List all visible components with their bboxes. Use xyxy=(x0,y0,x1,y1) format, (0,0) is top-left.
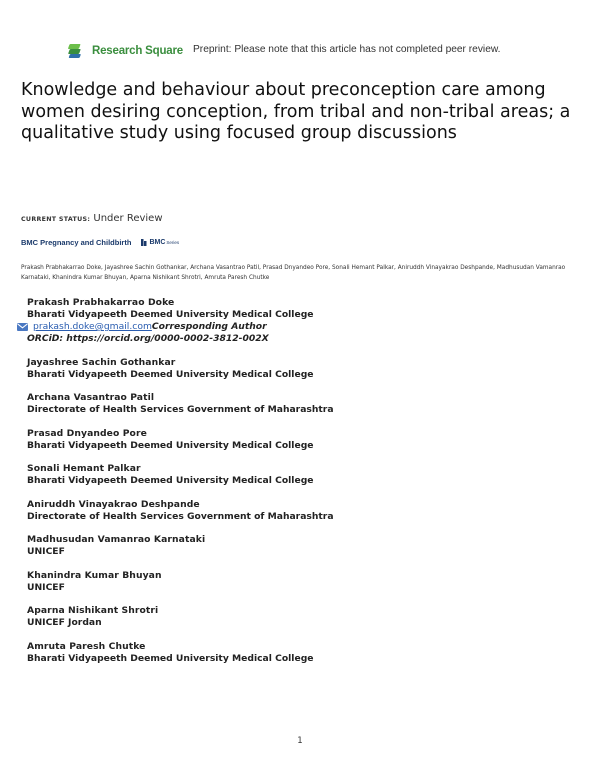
author-affiliation: UNICEF xyxy=(27,581,65,593)
paper-title: Knowledge and behaviour about preconception care among women desiring conception, from tribal and non-tribal areas; a qualitative study using focused group discussions xyxy=(21,80,571,143)
author-affiliation: Bharati Vidyapeeth Deemed University Medical College xyxy=(27,368,314,380)
author-affiliations xyxy=(27,297,567,676)
author-block xyxy=(27,499,567,523)
author-name: Aparna Nishikant Shrotri xyxy=(27,605,159,616)
email-icon xyxy=(17,323,28,331)
authors-list: Prakash Prabhakarrao Doke, Jayashree Sachin Gothankar, Archana Vasantrao Patil, Prasad Dnyandeo Pore, Sonali Hemant Palkar, Aniruddh Vinayakrao Deshpande, Madhusudan Vamanrao Karnataki, Khanindra Kumar Bhuyan, Aparna Nishikant Shrotri, Amruta Paresh Chutke xyxy=(21,265,566,281)
author-affiliation: Bharati Vidyapeeth Deemed University Medical College xyxy=(27,439,314,451)
bmc-series-word: Series xyxy=(166,240,180,245)
author-affiliation: Bharati Vidyapeeth Deemed University Medical College xyxy=(27,309,314,320)
bmc-series-logo xyxy=(141,239,179,246)
author-block xyxy=(27,463,567,487)
author-affiliation: Directorate of Health Services Government of Maharashtra xyxy=(27,510,334,522)
author-block xyxy=(27,605,567,629)
logo-text: Research Square xyxy=(92,45,183,57)
author-name: Prakash Prabhakarrao Doke xyxy=(27,297,175,308)
author-block xyxy=(27,392,567,416)
status-label: CURRENT STATUS: xyxy=(21,216,91,223)
author-name: Madhusudan Vamanrao Karnataki xyxy=(27,534,206,545)
author-name: Amruta Paresh Chutke xyxy=(27,640,146,652)
author-name: Prasad Dnyandeo Pore xyxy=(27,427,147,439)
status-value: Under Review xyxy=(93,213,163,224)
research-square-logo-icon xyxy=(68,43,88,59)
author-block xyxy=(27,357,567,381)
author-affiliation: Bharati Vidyapeeth Deemed University Medical College xyxy=(27,652,314,664)
author-affiliation: Bharati Vidyapeeth Deemed University Medical College xyxy=(27,475,314,486)
author-name: Archana Vasantrao Patil xyxy=(27,392,155,403)
research-square-logo[interactable] xyxy=(68,43,183,59)
author-orcid[interactable]: ORCiD: https://orcid.org/0000-0002-3812-002X xyxy=(27,333,269,344)
journal-name[interactable]: BMC Pregnancy and Childbirth xyxy=(21,238,132,247)
author-name: Khanindra Kumar Bhuyan xyxy=(27,569,162,581)
author-name: Sonali Hemant Palkar xyxy=(27,463,141,474)
journal-row xyxy=(21,238,179,247)
page-number: 1 xyxy=(297,736,303,746)
author-block xyxy=(27,428,567,452)
author-email-link[interactable]: prakash.doke@gmail.com xyxy=(33,321,152,332)
author-affiliation: Directorate of Health Services Government of Maharashtra xyxy=(27,404,334,415)
author-block xyxy=(27,641,567,665)
corresponding-author-label: Corresponding Author xyxy=(151,321,267,332)
current-status xyxy=(21,213,163,224)
author-block xyxy=(27,297,567,345)
author-name: Jayashree Sachin Gothankar xyxy=(27,356,176,368)
bmc-logo-text: BMC xyxy=(149,239,166,246)
page-header xyxy=(0,40,600,64)
preprint-note: Preprint: Please note that this article has not completed peer review. xyxy=(193,44,501,55)
author-block xyxy=(27,570,567,594)
author-affiliation: UNICEF xyxy=(27,546,65,557)
bmc-logo-icon xyxy=(141,239,147,246)
author-name: Aniruddh Vinayakrao Deshpande xyxy=(27,498,200,510)
author-contact xyxy=(27,321,567,333)
author-affiliation: UNICEF Jordan xyxy=(27,617,102,628)
author-block xyxy=(27,534,567,558)
